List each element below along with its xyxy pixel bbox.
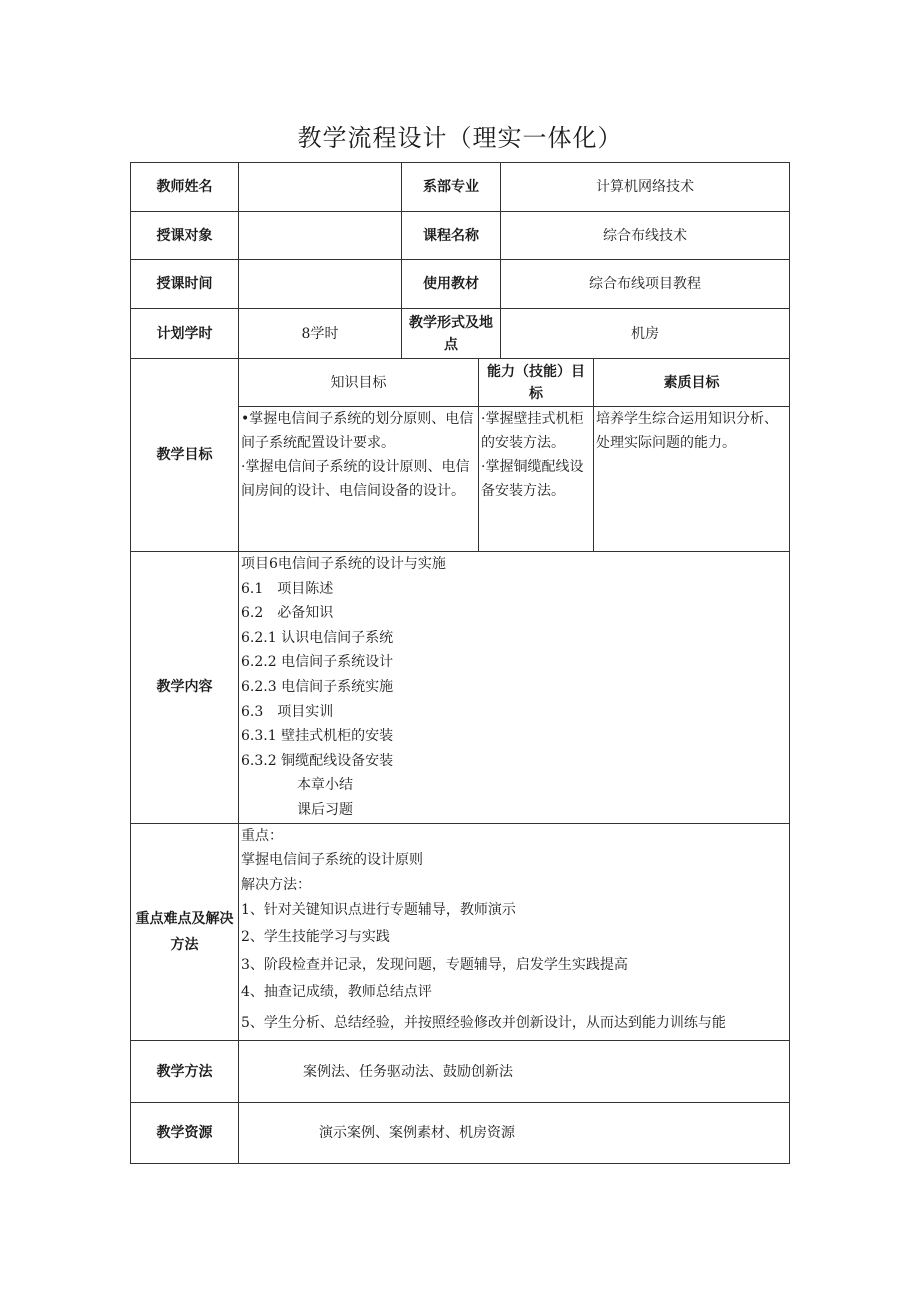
row-key-points: [131, 823, 790, 1041]
list-item: 6.2.2 电信间子系统设计: [241, 654, 394, 671]
list-item: 6.2.1 认识电信间子系统: [241, 629, 394, 646]
planned-hours-label: 计划学时: [131, 309, 239, 359]
knowledge-objective-header: 知识目标: [239, 359, 479, 407]
content-label: 教学内容: [131, 552, 239, 824]
row-target: [131, 212, 790, 260]
key-points-label: 重点难点及解决方法: [131, 823, 239, 1041]
class-time-label: 授课时间: [131, 260, 239, 309]
ability-objective-text[interactable]: ·掌握壁挂式机柜的安装方法。 ·掌握铜缆配线设备安装方法。: [479, 407, 594, 552]
content-list[interactable]: [239, 552, 790, 824]
key-points-list[interactable]: [239, 823, 790, 1041]
row-resources: [131, 1103, 790, 1164]
teaching-form-label: 教学形式及地点: [402, 309, 501, 359]
list-item: 6.3.1 壁挂式机柜的安装: [241, 728, 394, 745]
lesson-plan-table: [130, 162, 790, 1164]
list-item: 5、学生分析、总结经验，并按照经验修改并创新设计，从而达到能力训练与能: [241, 1015, 726, 1032]
list-item: 3、阶段检查并记录，发现问题，专题辅导，启发学生实践提高: [241, 957, 628, 974]
department-value[interactable]: 计算机网络技术: [501, 163, 790, 212]
teacher-name-label: 教师姓名: [131, 163, 239, 212]
row-time: [131, 260, 790, 309]
list-item: 课后习题: [297, 801, 353, 818]
textbook-label: 使用教材: [402, 260, 501, 309]
row-teacher: [131, 163, 790, 212]
list-item: 1、针对关键知识点进行专题辅导，教师演示: [241, 902, 516, 919]
list-item: 6.1 项目陈述: [241, 580, 334, 597]
list-item: 6.2.3 电信间子系统实施: [241, 678, 394, 695]
objectives-label: 教学目标: [131, 359, 239, 552]
list-item: 本章小结: [297, 777, 353, 794]
department-label: 系部专业: [402, 163, 501, 212]
list-item: 掌握电信间子系统的设计原则: [241, 852, 423, 869]
row-content: [131, 552, 790, 824]
audience-label: 授课对象: [131, 212, 239, 260]
audience-value[interactable]: [239, 212, 402, 260]
row-methods: [131, 1041, 790, 1103]
row-objective-headers: [131, 359, 790, 407]
list-item: 重点：: [241, 827, 283, 844]
list-item: 6.3 项目实训: [241, 703, 334, 720]
course-name-label: 课程名称: [402, 212, 501, 260]
row-hours: [131, 309, 790, 359]
ability-objective-header: 能力（技能）目标: [479, 359, 594, 407]
page-title: 教学流程设计（理实一体化）: [297, 124, 623, 152]
methods-label: 教学方法: [131, 1041, 239, 1103]
knowledge-objective-text[interactable]: •掌握电信间子系统的划分原则、电信间子系统配置设计要求。 ·掌握电信间子系统的设计原则、电信间房间的设计、电信间设备的设计。: [239, 407, 479, 552]
teaching-form-value[interactable]: 机房: [501, 309, 790, 359]
list-item: 项目6电信间子系统的设计与实施: [241, 556, 446, 572]
quality-objective-header: 素质目标: [594, 359, 790, 407]
course-name-value[interactable]: 综合布线技术: [501, 212, 790, 260]
planned-hours-value[interactable]: 8学时: [239, 309, 402, 359]
list-item: 2、学生技能学习与实践: [241, 929, 390, 946]
teacher-name-value[interactable]: [239, 163, 402, 212]
quality-objective-text[interactable]: 培养学生综合运用知识分析、处理实际问题的能力。: [594, 407, 790, 552]
resources-value[interactable]: 演示案例、案例素材、机房资源: [239, 1103, 790, 1164]
methods-value[interactable]: 案例法、任务驱动法、鼓励创新法: [239, 1041, 790, 1103]
resources-label: 教学资源: [131, 1103, 239, 1164]
textbook-value[interactable]: 综合布线项目教程: [501, 260, 790, 309]
list-item: 6.2 必备知识: [241, 605, 334, 622]
list-item: 4、抽查记成绩，教师总结点评: [241, 984, 432, 1001]
list-item: 6.3.2 铜缆配线设备安装: [241, 752, 394, 769]
list-item: 解决方法：: [241, 876, 311, 893]
class-time-value[interactable]: [239, 260, 402, 309]
